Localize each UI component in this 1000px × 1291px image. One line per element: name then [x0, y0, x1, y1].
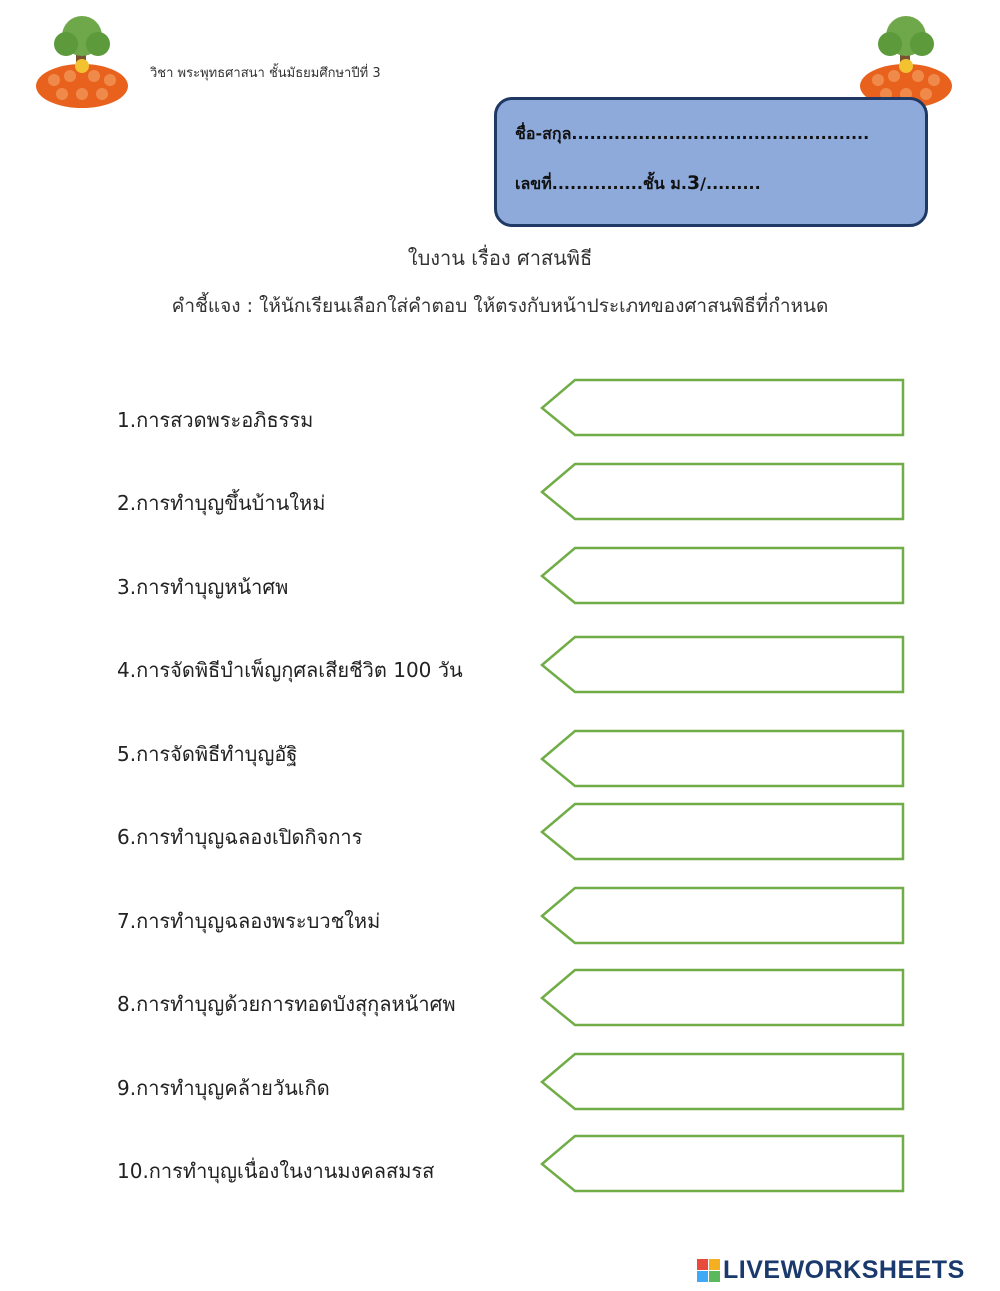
- answer-box-8[interactable]: [538, 968, 906, 1028]
- answer-arrow-box-icon: [538, 635, 906, 695]
- instruction-text: คำชี้แจง : ให้นักเรียนเลือกใส่คำตอบ ให้ตรงกับหน้าประเภทของศาสนพิธีที่กำหนด: [171, 295, 829, 317]
- number-class-line: [515, 172, 761, 197]
- number-suffix: /.........: [700, 174, 761, 193]
- answer-box-1[interactable]: [538, 378, 906, 438]
- answer-box-7[interactable]: [538, 886, 906, 946]
- answer-arrow-box-icon: [538, 546, 906, 606]
- liveworksheets-logo: [697, 1255, 965, 1285]
- answer-arrow-box-icon: [538, 1052, 906, 1112]
- monks-tree-logo-icon: [858, 14, 954, 110]
- question-item: 9.การทำบุญคล้ายวันเกิด: [117, 1076, 330, 1100]
- answer-arrow-box-icon: [538, 802, 906, 862]
- answer-box-9[interactable]: [538, 1052, 906, 1112]
- answer-box-5[interactable]: [538, 729, 906, 789]
- class-number: 3: [686, 172, 701, 194]
- answer-box-3[interactable]: [538, 546, 906, 606]
- answer-arrow-box-icon: [538, 886, 906, 946]
- liveworksheets-blocks-icon: [697, 1259, 720, 1282]
- answer-arrow-box-icon: [538, 378, 906, 438]
- answer-arrow-box-icon: [538, 729, 906, 789]
- question-item: 6.การทำบุญฉลองเปิดกิจการ: [117, 825, 363, 849]
- brand-name: LIVEWORKSHEETS: [723, 1255, 965, 1284]
- answer-arrow-box-icon: [538, 1134, 906, 1194]
- number-prefix: เลขที่...............ชั้น ม.: [515, 174, 687, 193]
- question-item: 4.การจัดพิธีบำเพ็ญกุศลเสียชีวิต 100 วัน: [117, 658, 463, 682]
- question-item: 10.การทำบุญเนื่องในงานมงคลสมรส: [117, 1159, 435, 1183]
- question-item: 5.การจัดพิธีทำบุญอัฐิ: [117, 742, 298, 766]
- subject-heading: วิชา พระพุทธศาสนา ชั้นมัธยมศึกษาปีที่ 3: [150, 66, 381, 81]
- question-item: 7.การทำบุญฉลองพระบวชใหม่: [117, 909, 381, 933]
- monks-tree-logo-icon: [34, 14, 130, 110]
- answer-arrow-box-icon: [538, 462, 906, 522]
- question-item: 3.การทำบุญหน้าศพ: [117, 575, 289, 599]
- name-line: ชื่อ-สกุล.................................................: [515, 124, 870, 143]
- answer-box-6[interactable]: [538, 802, 906, 862]
- student-info-box: [494, 97, 928, 227]
- answer-box-10[interactable]: [538, 1134, 906, 1194]
- question-item: 1.การสวดพระอภิธรรม: [117, 408, 314, 432]
- answer-box-2[interactable]: [538, 462, 906, 522]
- answer-box-4[interactable]: [538, 635, 906, 695]
- answer-arrow-box-icon: [538, 968, 906, 1028]
- question-item: 8.การทำบุญด้วยการทอดบังสุกุลหน้าศพ: [117, 992, 456, 1016]
- worksheet-title: ใบงาน เรื่อง ศาสนพิธี: [407, 246, 593, 270]
- question-item: 2.การทำบุญขึ้นบ้านใหม่: [117, 491, 326, 515]
